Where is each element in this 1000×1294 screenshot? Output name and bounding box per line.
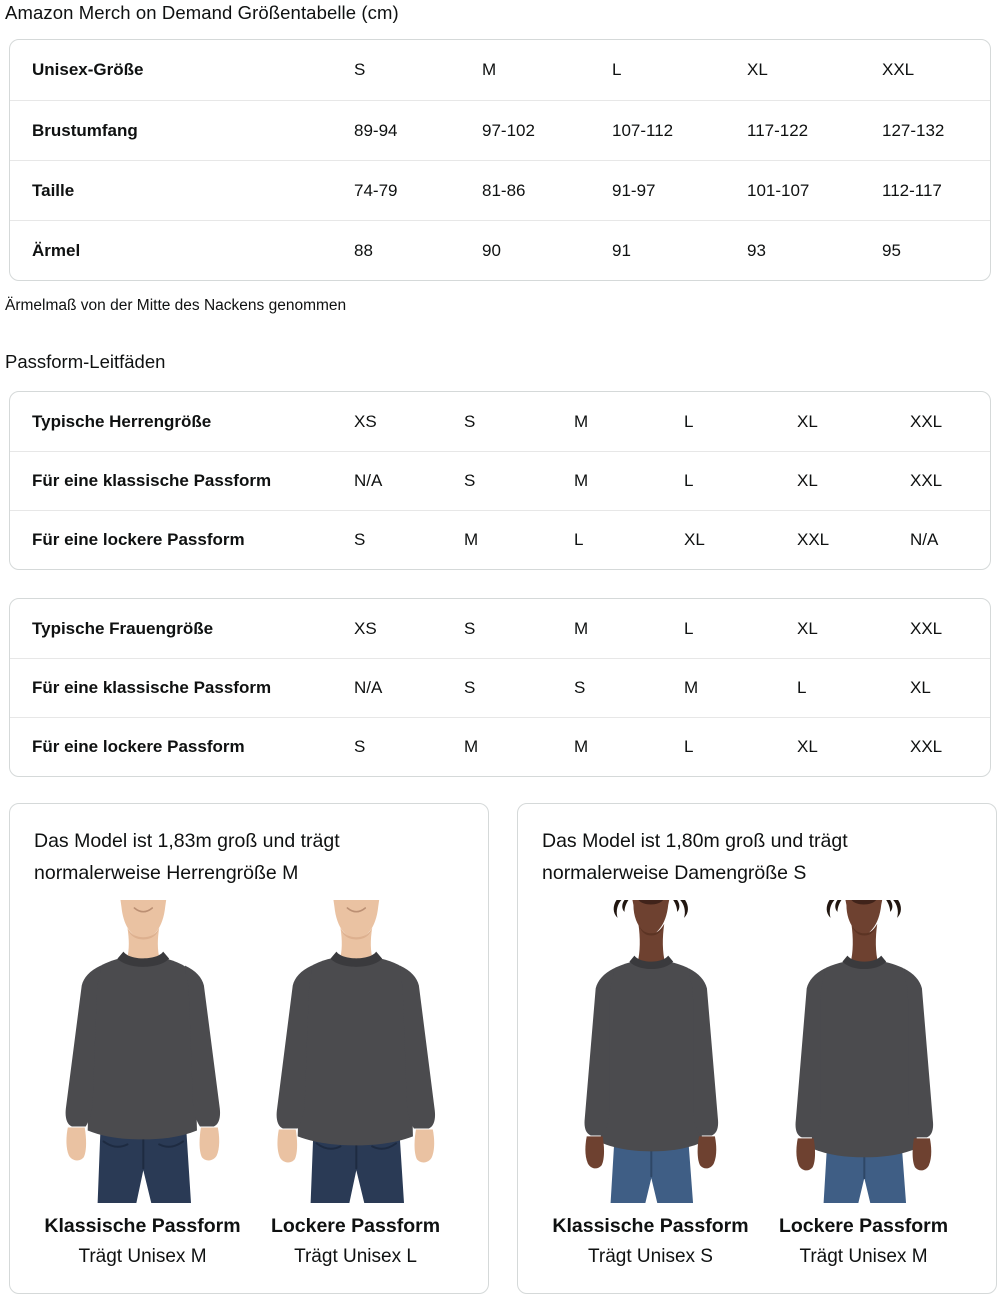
- table-row: [10, 717, 990, 776]
- size-col-header: XS: [354, 411, 377, 431]
- table-cell: 90: [482, 240, 501, 260]
- male-model-photo-loose-fit: [249, 900, 462, 1203]
- row-label: Für eine klassische Passform: [32, 678, 272, 697]
- row-label: Für eine klassische Passform: [32, 471, 272, 490]
- male-model-photo-classic-fit: [36, 900, 249, 1203]
- mens-fit-table: [9, 391, 991, 570]
- size-col-header: S: [464, 411, 476, 431]
- male-model-card: [9, 803, 489, 1294]
- table-row: [10, 220, 990, 280]
- row-label: Typische Herrengröße: [32, 411, 212, 431]
- female-model-photo-classic-fit: [544, 900, 757, 1203]
- wears-label: Trägt Unisex L: [294, 1246, 417, 1267]
- table-cell: 74-79: [354, 180, 398, 200]
- size-col-header: L: [684, 618, 694, 638]
- fit-label: Klassische Passform: [552, 1215, 749, 1237]
- table-cell: 127-132: [882, 120, 945, 140]
- figure-loose-fit: [249, 900, 462, 1270]
- table-cell: L: [797, 678, 807, 697]
- table-cell: S: [464, 471, 476, 490]
- table-cell: M: [464, 530, 479, 549]
- table-cell: 89-94: [354, 120, 398, 140]
- size-col-header: L: [612, 60, 622, 79]
- table-cell: 88: [354, 240, 373, 260]
- table-cell: 81-86: [482, 180, 526, 200]
- model-figures: [542, 900, 972, 1270]
- table-header-row: [10, 40, 990, 100]
- table-cell: 91-97: [612, 180, 656, 200]
- table-cell: XL: [684, 530, 705, 549]
- figure-loose-fit: [757, 900, 970, 1270]
- table-cell: XXL: [797, 530, 830, 549]
- wears-label: Trägt Unisex M: [78, 1246, 207, 1267]
- table-cell: S: [464, 678, 476, 697]
- table-cell: M: [574, 737, 589, 756]
- table-cell: 91: [612, 240, 631, 260]
- table-cell: 95: [882, 240, 901, 260]
- table-row: [10, 451, 990, 510]
- row-label: Unisex-Größe: [32, 60, 144, 79]
- table-cell: 117-122: [747, 120, 809, 140]
- row-label: Für eine lockere Passform: [32, 530, 245, 549]
- table-cell: M: [464, 737, 479, 756]
- fit-label: Lockere Passform: [778, 1215, 949, 1237]
- table-cell: XL: [797, 737, 818, 756]
- table-cell: N/A: [910, 530, 939, 549]
- table-cell: L: [684, 471, 694, 490]
- size-col-header: XL: [747, 60, 768, 79]
- table-row: [10, 658, 990, 717]
- womens-fit-table: [9, 598, 991, 777]
- fit-guides-heading: Passform-Leitfäden: [5, 351, 166, 372]
- table-header-row: [10, 599, 990, 658]
- table-cell: 97-102: [482, 120, 535, 140]
- size-col-header: M: [574, 618, 589, 638]
- row-label: Typische Frauengröße: [32, 618, 214, 638]
- fit-label: Lockere Passform: [270, 1215, 441, 1237]
- table-cell: 101-107: [747, 180, 810, 200]
- table-cell: L: [684, 737, 694, 756]
- table-cell: M: [574, 471, 589, 490]
- model-description: Das Model ist 1,80m groß und trägt normalerweise Damengröße S: [542, 830, 848, 884]
- size-col-header: XL: [797, 618, 818, 638]
- model-description: Das Model ist 1,83m groß und trägt normalerweise Herrengröße M: [34, 830, 340, 884]
- size-col-header: XXL: [910, 411, 943, 431]
- wears-label: Trägt Unisex S: [588, 1246, 713, 1267]
- table-cell: S: [574, 678, 586, 697]
- table-cell: S: [354, 737, 366, 756]
- unisex-size-table: [9, 39, 991, 281]
- table-cell: M: [684, 678, 699, 697]
- size-col-header: L: [684, 411, 694, 431]
- table-cell: N/A: [354, 471, 383, 490]
- wears-label: Trägt Unisex M: [799, 1246, 928, 1267]
- size-col-header: XXL: [910, 618, 943, 638]
- table-cell: 107-112: [612, 120, 674, 140]
- female-model-card: [517, 803, 997, 1294]
- row-label: Brustumfang: [32, 120, 138, 140]
- size-col-header: XL: [797, 411, 818, 431]
- table-row: [10, 510, 990, 569]
- table-cell: 112-117: [882, 180, 942, 200]
- table-cell: XL: [797, 471, 818, 490]
- table-cell: 93: [747, 240, 766, 260]
- size-col-header: XXL: [882, 60, 915, 79]
- fit-label: Klassische Passform: [44, 1215, 241, 1237]
- table-cell: XXL: [910, 737, 943, 756]
- female-model-photo-loose-fit: [757, 900, 970, 1203]
- figure-classic-fit: [36, 900, 249, 1270]
- size-col-header: M: [574, 411, 589, 431]
- table-row: [10, 100, 990, 160]
- table-cell: L: [574, 530, 584, 549]
- table-cell: S: [354, 530, 366, 549]
- page-title: Amazon Merch on Demand Größentabelle (cm): [5, 2, 399, 23]
- sleeve-measure-note: Ärmelmaß von der Mitte des Nackens genommen: [5, 297, 347, 314]
- table-cell: N/A: [354, 678, 383, 697]
- size-col-header: XS: [354, 618, 377, 638]
- table-header-row: [10, 392, 990, 451]
- size-col-header: S: [464, 618, 476, 638]
- row-label: Ärmel: [32, 240, 81, 260]
- table-row: [10, 160, 990, 220]
- size-col-header: S: [354, 60, 366, 79]
- size-col-header: M: [482, 60, 497, 79]
- row-label: Für eine lockere Passform: [32, 737, 245, 756]
- row-label: Taille: [32, 180, 75, 200]
- model-cards: [9, 803, 991, 1294]
- table-cell: XXL: [910, 471, 943, 490]
- figure-classic-fit: [544, 900, 757, 1270]
- table-cell: XL: [910, 678, 931, 697]
- model-figures: [34, 900, 464, 1270]
